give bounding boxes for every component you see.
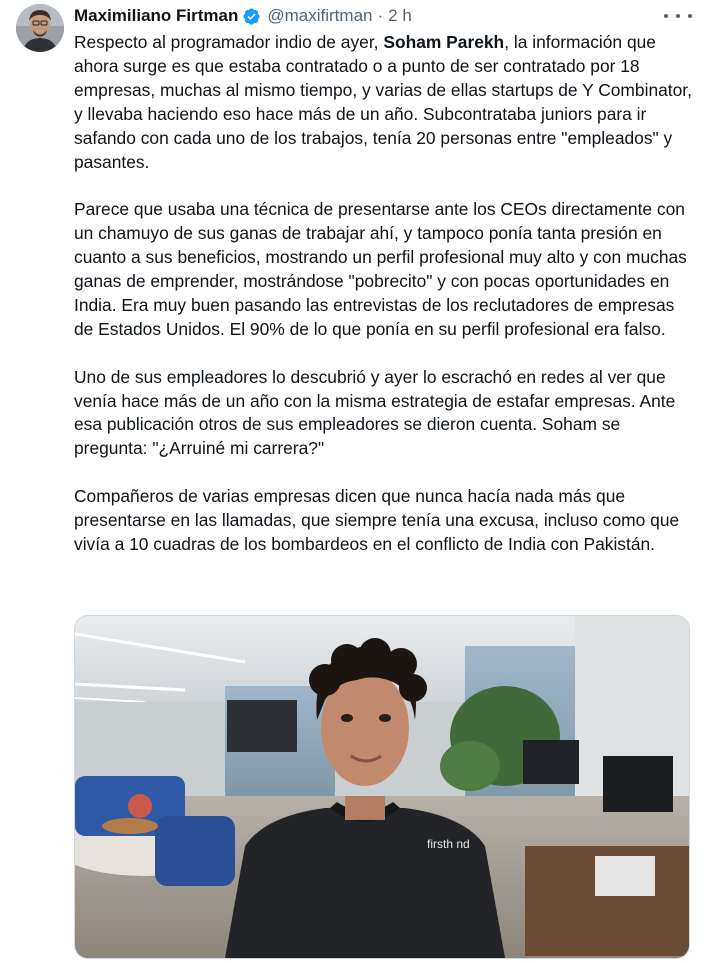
p1-text-start: Respecto al programador indio de ayer, (74, 32, 384, 52)
paragraph-4: Compañeros de varias empresas dicen que nunca hacía nada más que presentarse en las llamadas, que siempre tenía una excusa, incluso como que vivía a 10 cuadras de los bombardeos en el conflicto de India con Pakistán. (74, 486, 680, 554)
hoodie-logo-text: firsth nd (427, 837, 470, 851)
paragraph-1 (74, 31, 694, 174)
p1-text-end: , la información que ahora surge es que estaba contratado o a punto de ser contratado por 18 empresas, muchas al mismo tiempo, y varias de ellas startups de Y Combinator, y llevaba haciendo eso hace más de un año. Subcontrataba juniors para ir safando con cada uno de los trabajos, tenía 20 personas entre "empleados" y pasantes. (74, 32, 692, 172)
tweet-text (74, 31, 694, 581)
tweet-timestamp[interactable]: 2 h (388, 6, 412, 25)
avatar[interactable] (16, 4, 64, 52)
more-options-icon[interactable] (664, 6, 692, 26)
author-handle[interactable]: @maxifirtman (267, 6, 373, 25)
paragraph-2: Parece que usaba una técnica de presentarse ante los CEOs directamente con un chamuyo de sus ganas de trabajar ahí, y tampoco ponía tanta presión en cuanto a sus beneficios, mostrando un perfil profesional muy alto y con muchas ganas de emprender, mostrándose "pobrecito" y con pocas oportunidades en India. Era muy buen pasando las entrevistas de los reclutadores de empresas de Estados Unidos. El 90% de lo que ponía en su perfil profesional era falso. (74, 199, 687, 339)
separator-dot: · (377, 6, 384, 25)
paragraph-3: Uno de sus empleadores lo descubrió y ayer lo escrachó en redes al ver que venía hace más de un año con la misma estrategia de estafar empresas. Ante esa publicación otros de sus empleadores se dieron cuenta. Soham se pregunta: "¿Arruiné mi carrera?" (74, 366, 676, 459)
tweet-header (74, 4, 412, 28)
p1-bold-name: Soham Parekh (383, 32, 505, 52)
tweet-photo[interactable] (74, 615, 690, 959)
verified-badge-icon (242, 7, 261, 26)
author-name[interactable]: Maximiliano Firtman (74, 6, 239, 25)
